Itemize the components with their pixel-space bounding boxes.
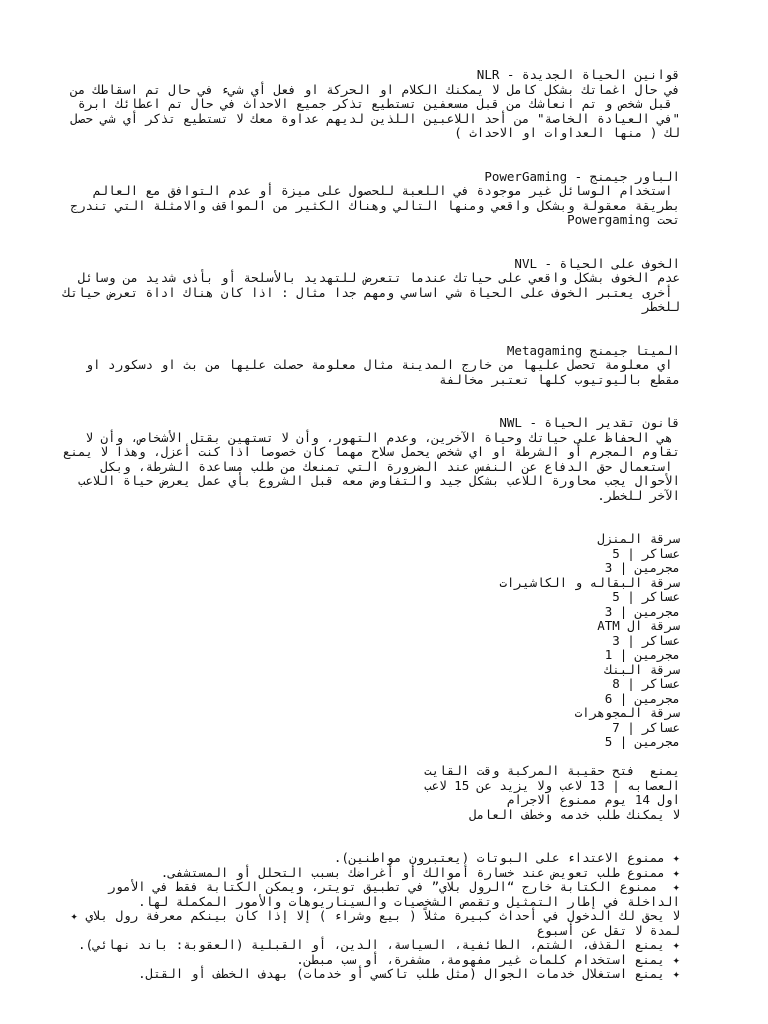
paragraph-line: للخطر <box>642 299 680 314</box>
section-heading: PowerGaming - الباور جيمنج <box>484 168 680 184</box>
robbery-requirement: مجرمين | 3 <box>604 603 680 619</box>
robbery-requirement: عساكر | 5 <box>612 545 680 561</box>
spacer <box>70 228 680 243</box>
robbery-heading: سرقة البنك <box>604 661 680 677</box>
paragraph-line: في حال اغماتك بشكل كامل لا يمكنك الكلام او الحركة او فعل أي شيء في حال تم اسقاطك من <box>70 81 680 97</box>
robbery-requirement: عساكر | 3 <box>612 632 680 648</box>
paragraph-line: تقاوم المجرم أو الشرطة او اي شخص يحمل سلاح مهما كان خصوصا اذا كنت أعزل، وهذا لا يمنع <box>62 444 680 459</box>
section-heading: Metagaming الميتا جيمنج <box>506 342 680 358</box>
spacer <box>70 155 680 170</box>
paragraph-line: اي معلومة تحصل عليها من خارج المدينة مثال معلومة حصلت عليها من بث او دسكورد او <box>85 357 680 372</box>
paragraph-line: عدم الخوف بشكل واقعي على حياتك عندما تتعرض للتهديد بالأسلحة أو بأذى شديد من وسائل <box>77 270 680 285</box>
spacer <box>70 242 680 257</box>
robbery-requirement: عساكر | 8 <box>612 676 680 691</box>
robbery-requirement: مجرمين | 1 <box>604 647 680 662</box>
paragraph-line: استخدام الوسائل غير موجودة في اللعبة للحصول على ميزة أو عدم التوافق مع العالم <box>93 183 680 198</box>
section-nlr <box>70 68 680 141</box>
robbery-heading: سرقة المجوهرات <box>574 705 680 720</box>
bullet-rule-continued: الداخلة في إطار التمثيل وتقمص الشخصيات والسيناريوهات والأمور المكملة لها. <box>138 893 680 909</box>
spacer <box>70 141 680 156</box>
spacer <box>70 750 680 765</box>
paragraph-line: مقطع باليوتيوب كلها تعتبر مخالفة <box>439 371 680 387</box>
paragraph-line: لك ( منها العداوات او الاحداث ) <box>454 125 680 140</box>
section-heading: NVL - الخوف على الحياة <box>514 255 680 271</box>
section-nvl <box>62 255 680 315</box>
paragraph-line: الأحوال يجب محاورة اللاعب بشكل جيد والتفاوض معه قبل الشروع بأي عمل يعرض حياة اللاعب <box>77 473 680 488</box>
spacer <box>70 518 680 533</box>
section-prohibitions <box>70 837 680 982</box>
robbery-heading: سرقة البقاله و الكاشيرات <box>499 574 680 590</box>
spacer-line <box>70 837 680 852</box>
section-heading: NWL - قانون تقدير الحياة <box>499 415 680 430</box>
paragraph-line: الآخر للخطر. <box>597 487 680 503</box>
section-general-rules <box>70 764 680 822</box>
paragraph-line: أخرى يعتبر الخوف على الحياة شي اساسي ومهم جدا مثال : اذا كان هناك اداة تعرض حياتك <box>62 284 680 300</box>
document-page <box>62 67 680 982</box>
bullet-rule: لا يحق لك الدخول في أحداث كبيرة مثلاً ( بيع وشراء ) إلا إذا كان بينكم معرفة رول بلاي ✦ <box>70 908 680 923</box>
bullet-rule: ✦ ممنوع طلب تعويض عند خسارة أموالك أو أغراضك بسبب التحلل أو المستشفى. <box>160 864 680 880</box>
rule-line: العصابه | 13 لاعب ولا يزيد عن 15 لاعب <box>424 777 680 793</box>
bullet-rule: ✦ ممنوع الاعتداء على البوتات (يعتبرون مواطنين). <box>333 850 680 865</box>
rule-line: يمنع فتح حقيبة المركبة وقت القايت <box>424 763 680 778</box>
spacer <box>70 402 680 417</box>
paragraph-line: تحت Powergaming <box>567 212 680 227</box>
robbery-requirement: مجرمين | 5 <box>604 734 680 749</box>
robbery-heading: سرقة المنزل <box>597 531 680 546</box>
paragraph-line: هي الحفاظ على حياتك وحياة الآخرين، وعدم التهور، وأن لا تستهين بقتل الأشخاص، وأن لا <box>85 429 680 445</box>
robbery-requirement: مجرمين | 6 <box>604 690 680 706</box>
bullet-rule: ✦ يمنع استخدام كلمات غير مفهومة، مشفرة، أو سب مبطن. <box>296 951 680 967</box>
spacer <box>70 329 680 344</box>
bullet-rule: ✦ ممنوع الكتابة خارج “الرول بلاي” في تطبيق تويتر، ويمكن الكتابة فقط في الأمور <box>108 879 680 894</box>
spacer <box>70 387 680 402</box>
section-robberies <box>70 532 680 750</box>
robbery-heading: سرقة ال ATM <box>597 618 680 633</box>
section-metagaming <box>70 344 680 388</box>
paragraph-line: "في العيادة الخاصة" من أحد اللاعبين اللذين لديهم عداوة معك لا تستطيع تذكر أي شي حصل <box>70 110 680 126</box>
section-nwl <box>62 415 680 503</box>
robbery-requirement: عساكر | 7 <box>612 719 680 735</box>
bullet-rule-continued: لمدة لا تقل عن أسبوع <box>537 922 680 938</box>
section-heading: NLR - قوانين الحياة الجديدة <box>476 67 680 82</box>
section-powergaming <box>70 170 680 228</box>
paragraph-line: استعمال حق الدفاع عن النفس عند الضرورة التي تمنعك من طلب مساعدة الشرطة، وبكل <box>100 458 680 474</box>
spacer <box>70 315 680 330</box>
bullet-rule: ✦ يمنع القذف، الشتم، الطائفية، السياسة، الدين، أو القبلية (العقوبة: باند نهائي). <box>77 937 680 952</box>
rule-line: اول 14 يوم ممنوع الاجرام <box>506 792 680 807</box>
paragraph-line: بطريقة معقولة وبشكل واقعي ومنها التالي وهناك الكثير من المواقف والامثلة التي تندرج <box>70 197 680 213</box>
spacer <box>70 822 680 837</box>
paragraph-line: قبل شخص و تم انعاشك من قبل مسعفين تستطيع تذكر جميع الاحداث في حال تم اعطائك ابرة <box>77 96 680 111</box>
spacer <box>70 503 680 518</box>
bullet-rule: ✦ يمنع استغلال خدمات الجوال (مثل طلب تاكسي أو خدمات) بهدف الخطف أو القتل. <box>138 966 680 981</box>
robbery-requirement: عساكر | 5 <box>612 589 680 604</box>
rule-line: لا يمكنك طلب خدمه وخطف العامل <box>469 806 680 822</box>
robbery-requirement: مجرمين | 3 <box>604 560 680 575</box>
